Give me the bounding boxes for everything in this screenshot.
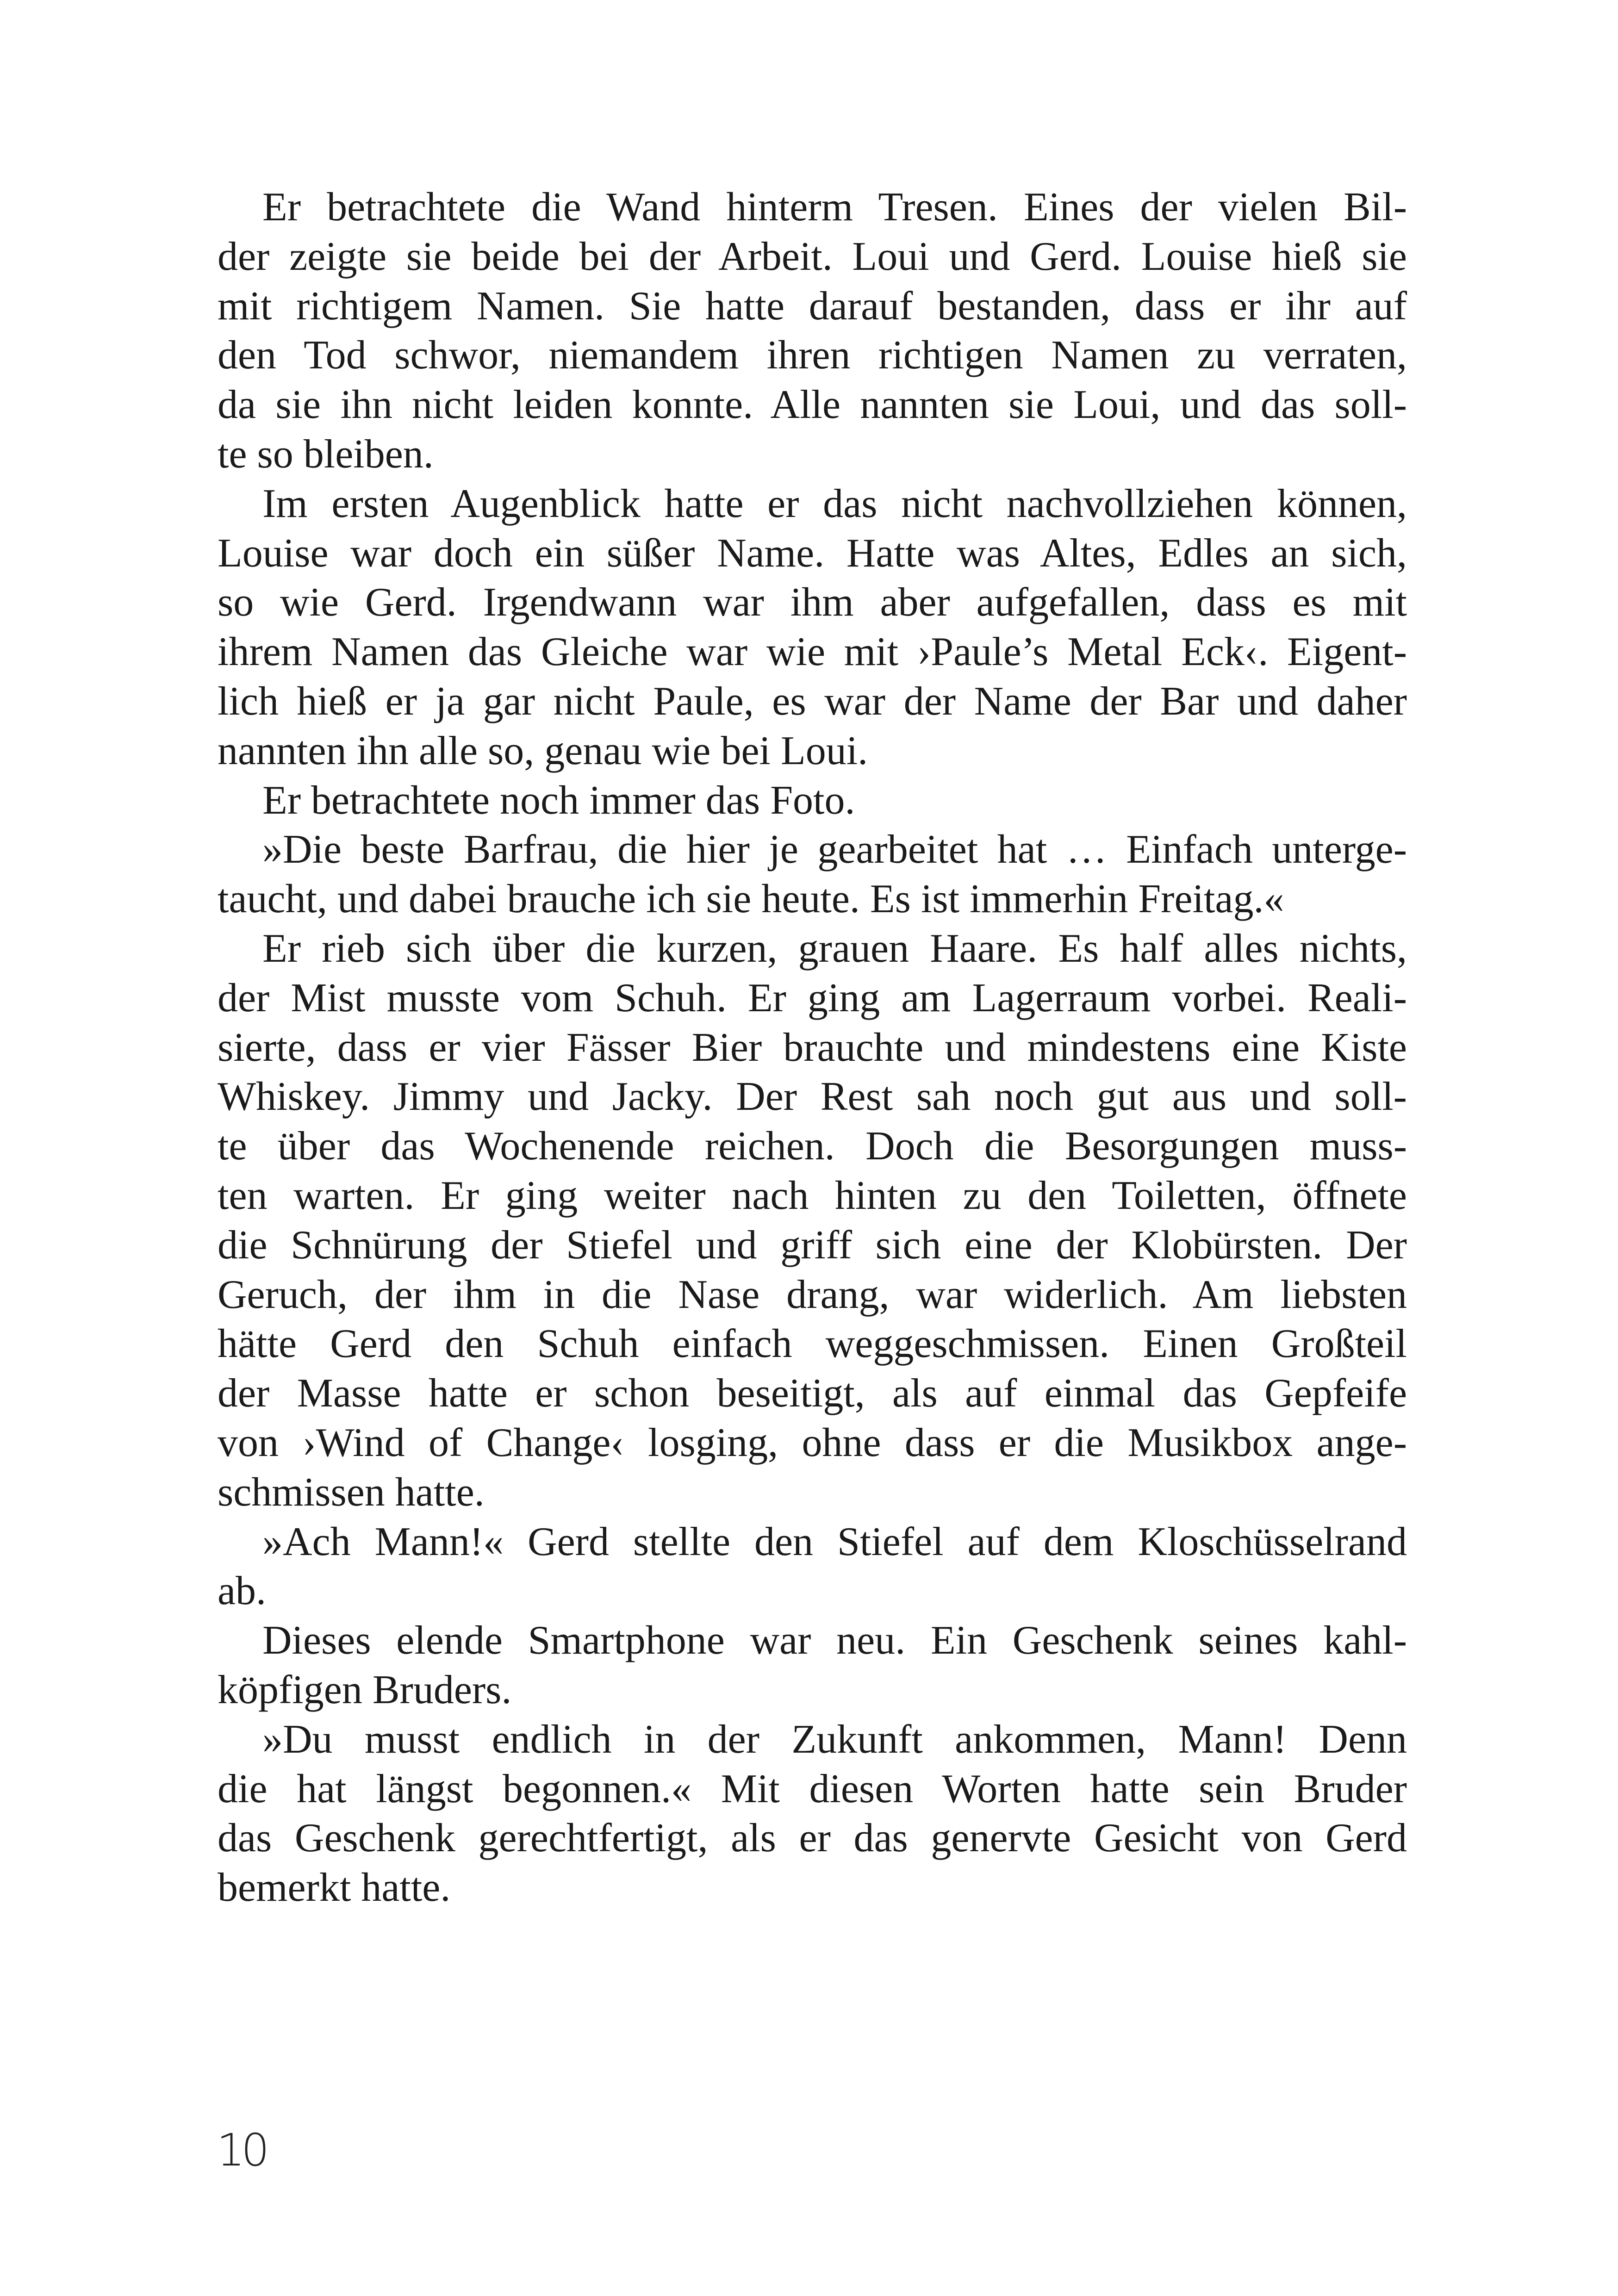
text-line: nannten ihn alle so, genau wie bei Loui. bbox=[218, 728, 868, 773]
text-line: »Du musst endlich in der Zukunft ankommen, Mann! Denn bbox=[262, 1717, 1407, 1762]
text-line: köpfigen Bruders. bbox=[218, 1667, 512, 1712]
text-line: ab. bbox=[218, 1568, 267, 1614]
text-line: Whiskey. Jimmy und Jacky. Der Rest sah noch gut aus und soll- bbox=[218, 1074, 1407, 1120]
text-line: sierte, dass er vier Fässer Bier brauchte und mindestens eine Kiste bbox=[218, 1025, 1407, 1070]
paragraph bbox=[218, 924, 1407, 1518]
text-line: die hat längst begonnen.« Mit diesen Worten hatte sein Bruder bbox=[218, 1766, 1407, 1811]
text-line: »Ach Mann!« Gerd stellte den Stiefel auf dem Kloschüsselrand bbox=[262, 1519, 1407, 1564]
text-line: Louise war doch ein süßer Name. Hatte was Altes, Edles an sich, bbox=[218, 530, 1407, 576]
paragraph bbox=[218, 825, 1407, 924]
text-line: Er betrachtete noch immer das Foto. bbox=[262, 778, 855, 823]
text-line: Er betrachtete die Wand hinterm Tresen. Eines der vielen Bil- bbox=[262, 185, 1407, 230]
paragraph bbox=[218, 479, 1407, 776]
text-line: das Geschenk gerechtfertigt, als er das genervte Gesicht von Gerd bbox=[218, 1816, 1407, 1861]
paragraph bbox=[218, 183, 1407, 479]
text-line: taucht, und dabei brauche ich sie heute. Es ist immerhin Freitag.« bbox=[218, 877, 1284, 922]
text-line: Geruch, der ihm in die Nase drang, war widerlich. Am liebsten bbox=[218, 1272, 1407, 1317]
paragraph bbox=[218, 1518, 1407, 1617]
text-line: so wie Gerd. Irgendwann war ihm aber aufgefallen, dass es mit bbox=[218, 580, 1407, 625]
text-line: Im ersten Augenblick hatte er das nicht nachvollziehen können, bbox=[262, 481, 1407, 526]
page-number: 10 bbox=[217, 2124, 266, 2176]
text-line: te über das Wochenende reichen. Doch die Besorgungen muss- bbox=[218, 1124, 1407, 1169]
text-line: von ›Wind of Change‹ losging, ohne dass er die Musikbox ange- bbox=[218, 1420, 1407, 1465]
body-text bbox=[218, 183, 1407, 1913]
text-line: die Schnürung der Stiefel und griff sich eine der Klobürsten. Der bbox=[218, 1222, 1407, 1268]
text-line: hätte Gerd den Schuh einfach weggeschmissen. Einen Großteil bbox=[218, 1321, 1407, 1367]
text-line: »Die beste Barfrau, die hier je gearbeitet hat … Einfach unterge- bbox=[262, 827, 1407, 872]
paragraph bbox=[218, 1715, 1407, 1913]
text-line: Er rieb sich über die kurzen, grauen Haare. Es half alles nichts, bbox=[262, 926, 1407, 971]
text-line: ihrem Namen das Gleiche war wie mit ›Paule’s Metal Eck‹. Eigent- bbox=[218, 629, 1407, 675]
text-line: lich hieß er ja gar nicht Paule, es war der Name der Bar und daher bbox=[218, 678, 1407, 724]
text-line: da sie ihn nicht leiden konnte. Alle nannten sie Loui, und das soll- bbox=[218, 382, 1407, 428]
text-line: der Mist musste vom Schuh. Er ging am Lagerraum vorbei. Reali- bbox=[218, 975, 1407, 1020]
text-line: der zeigte sie beide bei der Arbeit. Loui und Gerd. Louise hieß sie bbox=[218, 234, 1407, 279]
text-line: bemerkt hatte. bbox=[218, 1865, 451, 1910]
text-line: mit richtigem Namen. Sie hatte darauf bestanden, dass er ihr auf bbox=[218, 283, 1407, 329]
text-line: ten warten. Er ging weiter nach hinten zu den Toiletten, öffnete bbox=[218, 1173, 1407, 1218]
text-line: der Masse hatte er schon beseitigt, als auf einmal das Gepfeife bbox=[218, 1371, 1407, 1416]
paragraph bbox=[218, 776, 1407, 826]
text-line: te so bleiben. bbox=[218, 431, 434, 477]
text-line: Dieses elende Smartphone war neu. Ein Geschenk seines kahl- bbox=[262, 1618, 1407, 1663]
paragraph bbox=[218, 1616, 1407, 1715]
text-line: schmissen hatte. bbox=[218, 1469, 485, 1515]
text-line: den Tod schwor, niemandem ihren richtigen Namen zu verraten, bbox=[218, 333, 1407, 378]
